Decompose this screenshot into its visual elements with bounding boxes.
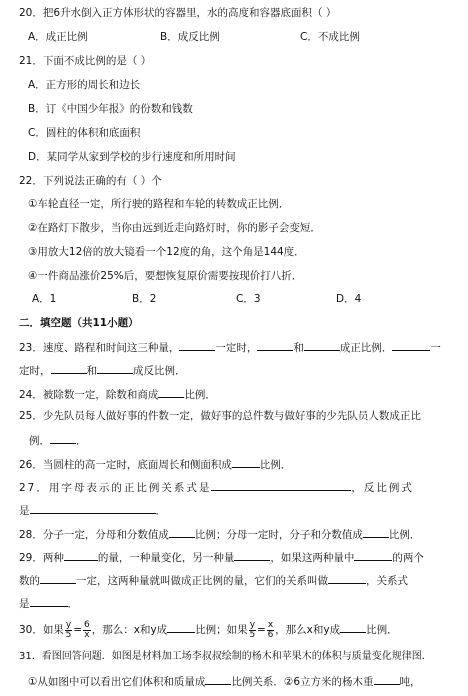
- text: 24．被除数一定，除数和商成: [19, 389, 159, 401]
- numerator: 6: [84, 619, 90, 630]
- blank: [97, 362, 133, 374]
- q28: [19, 526, 420, 542]
- circled-number: ②: [283, 676, 294, 688]
- q29-line1: [19, 549, 424, 565]
- q22-statement-4: [28, 269, 302, 283]
- text: 一定，这两种量就叫做成正比例的量，它们的关系叫做: [76, 575, 328, 587]
- q22-statement-3: [28, 245, 305, 259]
- text: 从如图中可以看出它们体积和质量成: [37, 676, 206, 688]
- q20-option-b: B．成反比例: [160, 31, 220, 43]
- q27-line2: [19, 502, 166, 518]
- text: 6立方米的杨木重: [293, 676, 374, 688]
- blank: [64, 549, 98, 561]
- denominator: 5: [249, 629, 256, 640]
- q23-line1: [19, 339, 441, 355]
- blank: [232, 456, 260, 468]
- text: 比例；如果: [195, 624, 248, 636]
- blank: [354, 549, 392, 561]
- q29-line2: [19, 572, 408, 588]
- blank: [169, 526, 195, 538]
- statement-text: 车轮直径一定，所行驶的路程和车轮的转数成正比例．: [37, 198, 290, 210]
- numerator: y: [65, 619, 72, 630]
- text: 定时，: [19, 365, 51, 377]
- q25-line1: 25．少先队员每人做好事的件数一定，做好事的总件数与做好事的少先队员人数成正比: [19, 410, 421, 422]
- text: 是: [19, 598, 30, 610]
- numerator: x: [267, 619, 274, 630]
- text: ．: [155, 505, 166, 517]
- blank: [304, 339, 340, 351]
- q22-stem: 22．下列说法正确的有（ ）个: [19, 175, 162, 187]
- blank: [50, 432, 76, 444]
- q26: [19, 456, 291, 472]
- fraction: [83, 621, 91, 640]
- text: 数的: [19, 575, 40, 587]
- text: 比例．: [388, 529, 421, 541]
- denominator: x: [84, 629, 90, 640]
- q21-option-c: C．圆柱的体积和底面积: [28, 127, 141, 139]
- q21-option-d: D．某同学从家到学校的步行速度和所用时间: [28, 151, 236, 163]
- text: 吨，: [399, 676, 421, 688]
- q31-stem: 31．看图回答问题．如图是材料加工场李叔叔绘制的杨木和苹果木的体积与质量变化规律图．: [19, 651, 432, 662]
- text: 和: [86, 365, 97, 377]
- q31-line2: [28, 673, 421, 689]
- blank: [158, 386, 184, 398]
- text: 的量，一种量变化，另一种量: [97, 552, 235, 564]
- text: 26．当圆柱的高一定时，底面周长和侧面积成: [19, 459, 232, 471]
- q22-statement-2: [28, 221, 321, 235]
- text: 23．速度、路程和时间这三种量，: [19, 342, 180, 354]
- q27-line1: [19, 479, 414, 495]
- text: 成正比例．: [339, 342, 393, 354]
- q22-statement-1: [28, 197, 289, 211]
- blank: [167, 621, 195, 633]
- text: 的两个: [392, 552, 424, 564]
- text: ，那么：x和y成: [91, 624, 168, 636]
- text: 和: [293, 342, 304, 354]
- text: ．: [67, 598, 78, 610]
- text: 30．如果: [19, 624, 64, 636]
- text: ，那么x和y成: [275, 624, 341, 636]
- text: ，如果这两种量中: [270, 552, 355, 564]
- denominator: 6: [267, 629, 274, 640]
- q22-option-d: D．4: [336, 293, 362, 305]
- blank: [374, 673, 400, 685]
- q20-stem: 20．把6升水倒入正方体形状的容器里，水的高度和容器底面积（ ）: [19, 7, 337, 19]
- text: ，反比例式: [351, 482, 414, 494]
- blank: [257, 339, 293, 351]
- circled-number: ①: [28, 198, 38, 210]
- circled-number: ①: [28, 676, 38, 688]
- text: 比例．: [184, 389, 216, 401]
- blank: [51, 362, 87, 374]
- blank: [179, 339, 215, 351]
- statement-text: 一件商品涨价25%后，要想恢复原价需要按现价打八折．: [37, 270, 303, 282]
- numerator: y: [249, 619, 256, 630]
- circled-number: ④: [28, 270, 38, 282]
- q20-option-a: A．成正比例: [28, 31, 88, 43]
- denominator: 5: [65, 629, 72, 640]
- blank: [30, 502, 156, 514]
- text: 29．两种: [19, 552, 64, 564]
- text: 是: [19, 505, 30, 517]
- q29-line3: [19, 595, 78, 611]
- blank: [30, 595, 68, 607]
- text: 比例；分母一定时，分子和分数值成: [194, 529, 363, 541]
- text: 比例关系．: [231, 676, 284, 688]
- text: 比例．: [366, 624, 398, 636]
- blank: [392, 339, 430, 351]
- fraction: [65, 621, 72, 640]
- text: 一: [430, 342, 441, 354]
- q24: [19, 386, 216, 402]
- blank: [205, 673, 231, 685]
- blank: [40, 572, 76, 584]
- text: 28．分子一定，分母和分数值成: [19, 529, 169, 541]
- blank: [211, 479, 351, 491]
- statement-text: 用放大12倍的放大镜看一个12度的角，这个角是144度．: [37, 246, 305, 258]
- q23-line2: [19, 362, 186, 378]
- circled-number: ③: [28, 246, 38, 258]
- fraction: [267, 621, 274, 640]
- q22-option-c: C．3: [236, 293, 261, 305]
- equals-sign: =: [73, 624, 83, 636]
- fraction: [249, 621, 256, 640]
- equals-sign: =: [257, 624, 266, 636]
- q21-option-a: A．正方形的周长和边长: [28, 79, 141, 91]
- blank: [340, 621, 366, 633]
- q22-option-b: B．2: [132, 293, 157, 305]
- q20-option-c: C．不成比例: [300, 31, 360, 43]
- statement-text: 在路灯下散步，当你由远到近走向路灯时，你的影子会变短．: [37, 222, 321, 234]
- q22-option-a: A．1: [32, 293, 57, 305]
- text: 成反比例．: [133, 365, 186, 377]
- q25-line2: [19, 432, 87, 448]
- q30: [19, 619, 398, 641]
- text: 27．用字母表示的正比例关系式是: [19, 482, 212, 494]
- text: ，关系式: [366, 575, 408, 587]
- q21-stem: 21．下面不成比例的是（ ）: [19, 55, 152, 67]
- section-heading: 二．填空题（共11小题）: [19, 317, 139, 329]
- blank: [328, 572, 366, 584]
- text: ．: [76, 435, 87, 447]
- text: 比例．: [259, 459, 292, 471]
- text: 一定时，: [215, 342, 258, 354]
- circled-number: ②: [28, 222, 38, 234]
- blank: [234, 549, 270, 561]
- blank: [363, 526, 389, 538]
- text: 例．: [29, 435, 50, 447]
- q21-option-b: B．订《中国少年报》的份数和钱数: [28, 103, 193, 115]
